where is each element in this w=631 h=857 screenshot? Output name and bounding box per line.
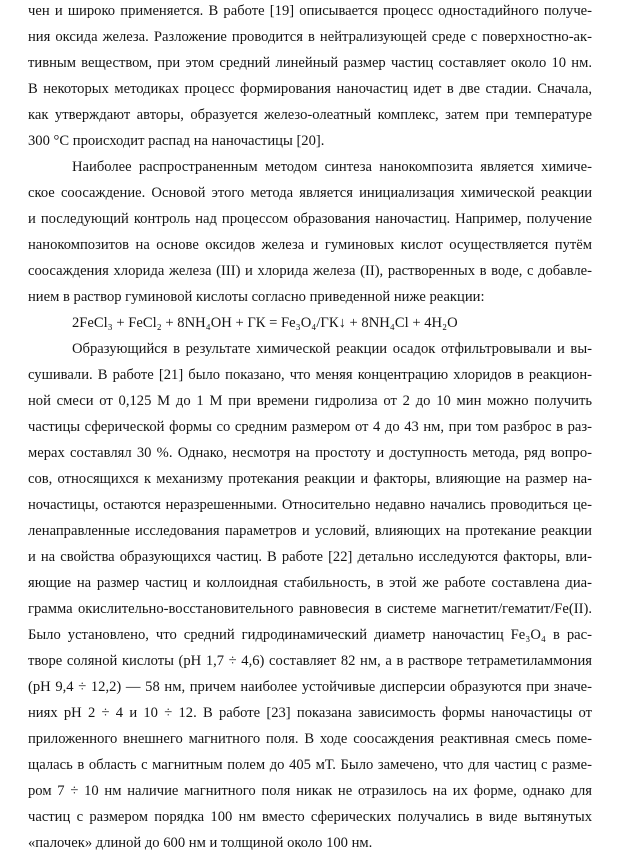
text-line: тивным веществом, при этом средний линейный размер частиц составляет около 10 нм. bbox=[28, 55, 592, 71]
text-line: приложенного внешнего магнитного поля. В ходе соосаждения реактивная смесь поме- bbox=[28, 731, 592, 747]
text-line: ной смеси от 0,125 М до 1 М при времени гидролиза от 2 до 10 мин можно получить bbox=[28, 393, 592, 409]
text-line: творе соляной кислоты (pH 1,7 ÷ 4,6) составляет 82 нм, а в растворе тетраметиламмония bbox=[28, 653, 592, 669]
text-line: яющие на размер частиц и коллоидная стабильность, в этой же работе составлена диа- bbox=[28, 575, 592, 591]
text-line: грамма окислительно-восстановительного равновесия в системе магнетит/гематит/Fe(II). bbox=[28, 601, 592, 617]
text-line: «палочек» длиной до 600 нм и толщиной около 100 нм. bbox=[28, 835, 373, 851]
text-line: ния оксида железа. Разложение проводится в нейтрализующей среде с поверхностно-ак- bbox=[28, 29, 592, 45]
text-line: щалась в область с магнитным полем до 405 мТ. Было замечено, что для частиц с разме- bbox=[28, 757, 592, 773]
text-line: нанокомпозитов на основе оксидов железа и гуминовых кислот осуществляется путём bbox=[28, 237, 592, 253]
text-line: (pH 9,4 ÷ 12,2) — 58 нм, причем наиболее устойчивые дисперсии образуются при значе- bbox=[28, 679, 592, 695]
text-line: Было установлено, что средний гидродинамический диаметр наночастиц Fe₃O₄ в рас- bbox=[28, 627, 592, 643]
text-line: мерах составлял 30 %. Однако, несмотря на простоту и доступность метода, ряд вопро- bbox=[28, 445, 592, 461]
text-line: ром 7 ÷ 10 нм наличие магнитного поля никак не отразилось на их форме, однако для bbox=[28, 783, 592, 799]
text-line: и последующий контроль над процессом образования наночастиц. Например, получение bbox=[28, 211, 592, 227]
text-line: сушивали. В работе [21] было показано, что меняя концентрацию хлоридов в реакцион- bbox=[28, 367, 592, 383]
text-line: ленаправленные исследования параметров и условий, влияющих на протекание реакции bbox=[28, 523, 592, 539]
text-line: чен и широко применяется. В работе [19] описывается процесс одностадийного получе- bbox=[28, 3, 592, 19]
text-line: 300 °С происходит распад на наночастицы [20]. bbox=[28, 133, 325, 149]
text-line: нием в раствор гуминовой кислоты согласно приведенной ниже реакции: bbox=[28, 289, 485, 305]
paragraph-start-line: Образующийся в результате химической реакции осадок отфильтровывали и вы- bbox=[72, 341, 592, 357]
reaction-equation: 2FeCl₃ + FeCl₂ + 8NH₄OH + ГК = Fe₃O₄/ГК↓ + 8NH₄Cl + 4H₂O bbox=[72, 315, 458, 331]
text-line: В некоторых методиках процесс формирования наночастиц идет в две стадии. Сначала, bbox=[28, 81, 592, 97]
text-line: и на свойства образующихся частиц. В работе [22] детально исследуются факторы, вли- bbox=[28, 549, 592, 565]
text-line: сов, относящихся к механизму протекания реакции и факторы, влияющие на размер на- bbox=[28, 471, 592, 487]
paragraph-start-line: Наиболее распространенным методом синтеза нанокомпозита является химиче- bbox=[72, 159, 592, 175]
text-line: частиц с размером порядка 100 нм вместо сферических получались в виде вытянутых bbox=[28, 809, 592, 825]
text-line: ночастицы, остаются неразрешенными. Относительно недавно начались проводиться це- bbox=[28, 497, 592, 513]
text-line: как утверждают авторы, образуется железо-олеатный комплекс, затем при температуре bbox=[28, 107, 592, 123]
text-line: соосаждения хлорида железа (III) и хлорида железа (II), растворенных в воде, с добавле- bbox=[28, 263, 592, 279]
text-line: ское соосаждение. Основой этого метода является инициализация химической реакции bbox=[28, 185, 592, 201]
text-line: частицы сферической формы со средним размером от 4 до 43 нм, при том разброс в раз- bbox=[28, 419, 592, 435]
text-line: ниях pH 2 ÷ 4 и 10 ÷ 12. В работе [23] показана зависимость формы наночастицы от bbox=[28, 705, 592, 721]
